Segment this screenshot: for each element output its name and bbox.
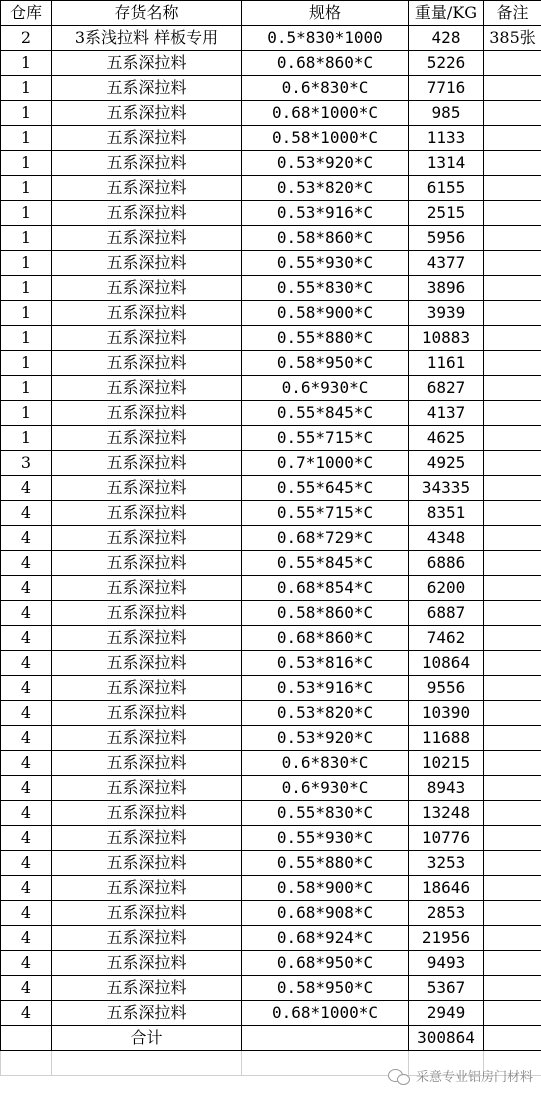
table-row [1, 326, 541, 351]
cell-name: 五系深拉料 [52, 926, 242, 951]
table-row [1, 526, 541, 551]
cell-name: 五系深拉料 [52, 726, 242, 751]
cell-warehouse: 4 [1, 926, 52, 951]
cell-remark [484, 251, 541, 276]
cell-spec: 0.58*950*C [242, 351, 409, 376]
cell-warehouse: 1 [1, 126, 52, 151]
cell-name: 五系深拉料 [52, 401, 242, 426]
blank-cell [52, 1051, 242, 1076]
cell-name: 五系深拉料 [52, 426, 242, 451]
cell-warehouse: 3 [1, 451, 52, 476]
cell-warehouse: 1 [1, 351, 52, 376]
cell-remark [484, 101, 541, 126]
cell-warehouse: 1 [1, 151, 52, 176]
cell-name: 五系深拉料 [52, 351, 242, 376]
cell-remark [484, 426, 541, 451]
cell-weight: 10215 [409, 751, 484, 776]
cell-remark [484, 201, 541, 226]
cell-name: 五系深拉料 [52, 826, 242, 851]
cell-weight: 6887 [409, 601, 484, 626]
cell-remark [484, 651, 541, 676]
cell-name: 五系深拉料 [52, 626, 242, 651]
cell-warehouse: 4 [1, 751, 52, 776]
cell-weight: 3253 [409, 851, 484, 876]
cell-name: 五系深拉料 [52, 676, 242, 701]
table-row [1, 701, 541, 726]
cell-remark [484, 276, 541, 301]
total-weight: 300864 [409, 1026, 484, 1051]
cell-remark [484, 601, 541, 626]
table-row [1, 26, 541, 51]
cell-remark [484, 951, 541, 976]
cell-warehouse: 1 [1, 101, 52, 126]
total-remark-cell [484, 1026, 541, 1051]
cell-weight: 10390 [409, 701, 484, 726]
table-row [1, 426, 541, 451]
cell-warehouse: 4 [1, 1001, 52, 1026]
cell-name: 五系深拉料 [52, 601, 242, 626]
cell-name: 五系深拉料 [52, 776, 242, 801]
cell-name: 五系深拉料 [52, 151, 242, 176]
cell-warehouse: 1 [1, 376, 52, 401]
cell-weight: 7462 [409, 626, 484, 651]
cell-remark [484, 776, 541, 801]
cell-remark [484, 701, 541, 726]
cell-remark [484, 1001, 541, 1026]
cell-warehouse: 4 [1, 801, 52, 826]
cell-warehouse: 4 [1, 876, 52, 901]
cell-weight: 6200 [409, 576, 484, 601]
cell-warehouse: 4 [1, 776, 52, 801]
cell-warehouse: 2 [1, 26, 52, 51]
cell-warehouse: 4 [1, 726, 52, 751]
cell-spec: 0.55*930*C [242, 826, 409, 851]
cell-remark [484, 901, 541, 926]
cell-remark [484, 576, 541, 601]
cell-name: 五系深拉料 [52, 251, 242, 276]
cell-spec: 0.55*880*C [242, 851, 409, 876]
cell-remark: 385张 [484, 26, 541, 51]
cell-remark [484, 451, 541, 476]
cell-name: 五系深拉料 [52, 1001, 242, 1026]
table-row [1, 176, 541, 201]
cell-remark [484, 851, 541, 876]
cell-remark [484, 226, 541, 251]
cell-remark [484, 326, 541, 351]
cell-warehouse: 4 [1, 576, 52, 601]
cell-weight: 4348 [409, 526, 484, 551]
cell-warehouse: 1 [1, 76, 52, 101]
cell-remark [484, 176, 541, 201]
cell-name: 五系深拉料 [52, 851, 242, 876]
cell-weight: 4925 [409, 451, 484, 476]
cell-name: 五系深拉料 [52, 276, 242, 301]
cell-weight: 1133 [409, 126, 484, 151]
table-body [1, 26, 541, 1026]
cell-name: 五系深拉料 [52, 201, 242, 226]
cell-weight: 21956 [409, 926, 484, 951]
cell-warehouse: 1 [1, 51, 52, 76]
table-row [1, 851, 541, 876]
cell-spec: 0.55*830*C [242, 276, 409, 301]
cell-weight: 2515 [409, 201, 484, 226]
table-row [1, 376, 541, 401]
table-row [1, 801, 541, 826]
table-row [1, 676, 541, 701]
table-row [1, 101, 541, 126]
cell-spec: 0.53*820*C [242, 701, 409, 726]
table-row [1, 901, 541, 926]
wechat-icon [388, 1068, 410, 1084]
header-row [1, 1, 541, 26]
cell-remark [484, 476, 541, 501]
cell-spec: 0.53*920*C [242, 726, 409, 751]
table-row [1, 276, 541, 301]
cell-weight: 10883 [409, 326, 484, 351]
cell-name: 五系深拉料 [52, 501, 242, 526]
cell-name: 五系深拉料 [52, 51, 242, 76]
cell-remark [484, 301, 541, 326]
table-row [1, 201, 541, 226]
table-row [1, 776, 541, 801]
cell-weight: 4625 [409, 426, 484, 451]
cell-spec: 0.53*920*C [242, 151, 409, 176]
cell-name: 五系深拉料 [52, 376, 242, 401]
cell-remark [484, 976, 541, 1001]
table-row [1, 401, 541, 426]
cell-weight: 3896 [409, 276, 484, 301]
cell-name: 五系深拉料 [52, 701, 242, 726]
cell-warehouse: 4 [1, 676, 52, 701]
total-row [1, 1026, 541, 1051]
cell-weight: 5367 [409, 976, 484, 1001]
cell-spec: 0.58*950*C [242, 976, 409, 1001]
cell-name: 五系深拉料 [52, 901, 242, 926]
cell-remark [484, 526, 541, 551]
cell-weight: 6886 [409, 551, 484, 576]
cell-remark [484, 151, 541, 176]
cell-spec: 0.6*830*C [242, 76, 409, 101]
table-row [1, 126, 541, 151]
cell-spec: 0.55*645*C [242, 476, 409, 501]
table-row [1, 251, 541, 276]
cell-name: 3系浅拉料 样板专用 [52, 26, 242, 51]
total-warehouse-cell [1, 1026, 52, 1051]
cell-spec: 0.6*930*C [242, 376, 409, 401]
cell-name: 五系深拉料 [52, 576, 242, 601]
table-row [1, 601, 541, 626]
cell-weight: 7716 [409, 76, 484, 101]
cell-weight: 10776 [409, 826, 484, 851]
cell-warehouse: 4 [1, 976, 52, 1001]
cell-remark [484, 376, 541, 401]
table-row [1, 576, 541, 601]
cell-spec: 0.53*916*C [242, 201, 409, 226]
cell-spec: 0.58*900*C [242, 301, 409, 326]
cell-weight: 1314 [409, 151, 484, 176]
table-row [1, 1001, 541, 1026]
cell-name: 五系深拉料 [52, 801, 242, 826]
cell-weight: 8943 [409, 776, 484, 801]
cell-weight: 6827 [409, 376, 484, 401]
table-row [1, 751, 541, 776]
cell-warehouse: 4 [1, 601, 52, 626]
header-weight: 重量/KG [409, 1, 484, 26]
cell-weight: 1161 [409, 351, 484, 376]
cell-warehouse: 1 [1, 251, 52, 276]
cell-warehouse: 4 [1, 476, 52, 501]
cell-remark [484, 51, 541, 76]
cell-warehouse: 1 [1, 326, 52, 351]
cell-spec: 0.68*950*C [242, 951, 409, 976]
table-row [1, 451, 541, 476]
header-name: 存货名称 [52, 1, 242, 26]
cell-spec: 0.68*924*C [242, 926, 409, 951]
cell-weight: 3939 [409, 301, 484, 326]
cell-spec: 0.53*816*C [242, 651, 409, 676]
cell-name: 五系深拉料 [52, 651, 242, 676]
table-row [1, 726, 541, 751]
cell-weight: 9493 [409, 951, 484, 976]
table-row [1, 976, 541, 1001]
cell-spec: 0.68*1000*C [242, 1001, 409, 1026]
table-row [1, 501, 541, 526]
cell-spec: 0.53*916*C [242, 676, 409, 701]
header-warehouse: 仓库 [1, 1, 52, 26]
table-row [1, 76, 541, 101]
cell-name: 五系深拉料 [52, 301, 242, 326]
cell-weight: 5226 [409, 51, 484, 76]
table-row [1, 826, 541, 851]
cell-spec: 0.55*880*C [242, 326, 409, 351]
cell-spec: 0.6*930*C [242, 776, 409, 801]
cell-warehouse: 4 [1, 701, 52, 726]
table-row [1, 476, 541, 501]
cell-name: 五系深拉料 [52, 226, 242, 251]
cell-warehouse: 1 [1, 276, 52, 301]
cell-spec: 0.68*1000*C [242, 101, 409, 126]
cell-remark [484, 926, 541, 951]
cell-spec: 0.55*930*C [242, 251, 409, 276]
cell-spec: 0.6*830*C [242, 751, 409, 776]
cell-spec: 0.68*729*C [242, 526, 409, 551]
cell-weight: 34335 [409, 476, 484, 501]
cell-weight: 2949 [409, 1001, 484, 1026]
cell-remark [484, 801, 541, 826]
cell-name: 五系深拉料 [52, 176, 242, 201]
cell-warehouse: 1 [1, 201, 52, 226]
watermark-text: 采意专业铝房门材料 [415, 1070, 533, 1085]
cell-spec: 0.55*845*C [242, 401, 409, 426]
cell-warehouse: 1 [1, 176, 52, 201]
cell-spec: 0.58*1000*C [242, 126, 409, 151]
cell-warehouse: 4 [1, 501, 52, 526]
cell-weight: 5956 [409, 226, 484, 251]
table-row [1, 301, 541, 326]
cell-spec: 0.55*845*C [242, 551, 409, 576]
cell-remark [484, 826, 541, 851]
cell-remark [484, 126, 541, 151]
table-row [1, 951, 541, 976]
cell-warehouse: 4 [1, 651, 52, 676]
cell-warehouse: 4 [1, 901, 52, 926]
cell-warehouse: 1 [1, 426, 52, 451]
cell-weight: 428 [409, 26, 484, 51]
cell-warehouse: 4 [1, 551, 52, 576]
table-row [1, 926, 541, 951]
cell-remark [484, 551, 541, 576]
table-row [1, 51, 541, 76]
cell-warehouse: 4 [1, 951, 52, 976]
cell-warehouse: 1 [1, 226, 52, 251]
cell-weight: 11688 [409, 726, 484, 751]
cell-spec: 0.55*715*C [242, 426, 409, 451]
cell-spec: 0.7*1000*C [242, 451, 409, 476]
table-row [1, 551, 541, 576]
table-row [1, 651, 541, 676]
cell-warehouse: 1 [1, 301, 52, 326]
cell-remark [484, 626, 541, 651]
cell-remark [484, 876, 541, 901]
cell-spec: 0.68*854*C [242, 576, 409, 601]
cell-name: 五系深拉料 [52, 451, 242, 476]
table-row [1, 151, 541, 176]
cell-name: 五系深拉料 [52, 751, 242, 776]
cell-name: 五系深拉料 [52, 76, 242, 101]
cell-spec: 0.58*900*C [242, 876, 409, 901]
cell-weight: 10864 [409, 651, 484, 676]
cell-name: 五系深拉料 [52, 951, 242, 976]
cell-weight: 9556 [409, 676, 484, 701]
cell-spec: 0.58*860*C [242, 601, 409, 626]
cell-name: 五系深拉料 [52, 476, 242, 501]
cell-warehouse: 4 [1, 851, 52, 876]
cell-name: 五系深拉料 [52, 526, 242, 551]
cell-weight: 985 [409, 101, 484, 126]
cell-spec: 0.55*715*C [242, 501, 409, 526]
cell-remark [484, 501, 541, 526]
header-remark: 备注 [484, 1, 541, 26]
cell-remark [484, 76, 541, 101]
cell-name: 五系深拉料 [52, 976, 242, 1001]
cell-spec: 0.53*820*C [242, 176, 409, 201]
cell-name: 五系深拉料 [52, 326, 242, 351]
cell-weight: 4377 [409, 251, 484, 276]
cell-remark [484, 751, 541, 776]
cell-name: 五系深拉料 [52, 551, 242, 576]
cell-warehouse: 4 [1, 526, 52, 551]
cell-name: 五系深拉料 [52, 101, 242, 126]
header-spec: 规格 [242, 1, 409, 26]
cell-weight: 13248 [409, 801, 484, 826]
blank-cell [242, 1051, 409, 1076]
watermark [388, 1066, 533, 1085]
cell-spec: 0.58*860*C [242, 226, 409, 251]
total-spec-cell [242, 1026, 409, 1051]
table-row [1, 626, 541, 651]
cell-weight: 2853 [409, 901, 484, 926]
cell-remark [484, 676, 541, 701]
cell-remark [484, 401, 541, 426]
cell-spec: 0.68*860*C [242, 51, 409, 76]
blank-cell [1, 1051, 52, 1076]
cell-weight: 18646 [409, 876, 484, 901]
cell-name: 五系深拉料 [52, 876, 242, 901]
total-label: 合计 [52, 1026, 242, 1051]
cell-weight: 8351 [409, 501, 484, 526]
cell-spec: 0.5*830*1000 [242, 26, 409, 51]
table-row [1, 351, 541, 376]
cell-remark [484, 351, 541, 376]
cell-weight: 4137 [409, 401, 484, 426]
cell-warehouse: 4 [1, 826, 52, 851]
table-row [1, 226, 541, 251]
cell-warehouse: 4 [1, 626, 52, 651]
cell-spec: 0.68*860*C [242, 626, 409, 651]
cell-warehouse: 1 [1, 401, 52, 426]
cell-remark [484, 726, 541, 751]
cell-weight: 6155 [409, 176, 484, 201]
cell-name: 五系深拉料 [52, 126, 242, 151]
table-row [1, 876, 541, 901]
cell-spec: 0.55*830*C [242, 801, 409, 826]
cell-spec: 0.68*908*C [242, 901, 409, 926]
